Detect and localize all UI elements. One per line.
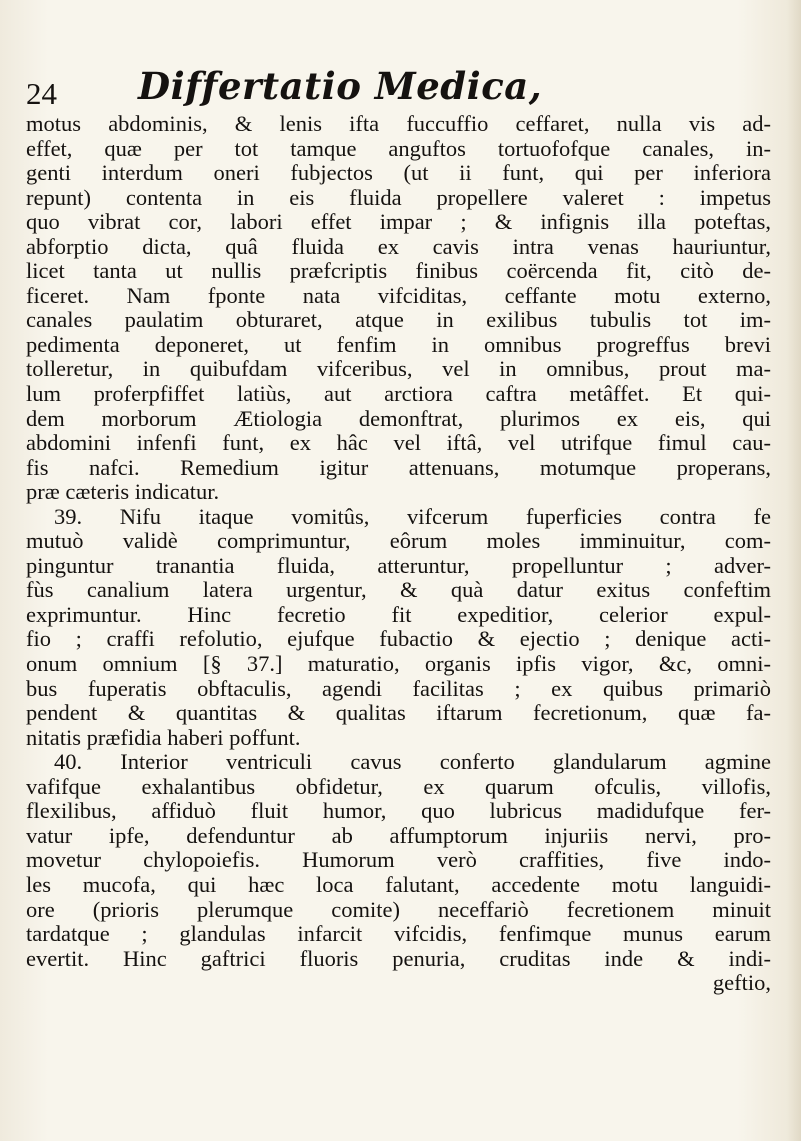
text-line: les mucofa, qui hæc loca falutant, accedente motu languidi- [26, 871, 771, 897]
text-line: licet tanta ut nullis præfcriptis finibus coërcenda fit, citò de- [26, 258, 771, 284]
text-line: genti interdum oneri fubjectos (ut ii funt, qui per inferiora [26, 160, 771, 186]
text-line: fùs canalium latera urgentur, & quà datur exitus confeftim [26, 577, 771, 603]
text-line: ficeret. Nam fponte nata vifciditas, ceffante motu externo, [26, 282, 771, 308]
text-line: pendent & quantitas & qualitas iftarum fecretionum, quæ fa- [26, 700, 771, 726]
text-line: præ cæteris indicatur. [26, 479, 220, 505]
text-line: canales paulatim obturaret, atque in exilibus tubulis tot im- [26, 307, 771, 333]
page-edge-shadow [787, 0, 801, 1141]
text-line: repunt) contenta in eis fluida propellere valeret : impetus [26, 184, 771, 210]
catchword: geftio, [712, 970, 771, 996]
text-line: pinguntur tranantia fluida, atteruntur, propelluntur ; adver- [26, 552, 771, 578]
text-line: bus fuperatis obftaculis, agendi facilitas ; ex quibus primariò [26, 675, 771, 701]
body-text [26, 112, 771, 996]
text-line: ore (prioris plerumque comite) neceffariò fecretionem minuit [26, 896, 771, 922]
text-line: dem morborum Ætiologia demonftrat, plurimos ex eis, qui [26, 405, 771, 431]
text-line: lum proferpfiffet latiùs, aut arctiora caftra metâffet. Et qui- [26, 381, 771, 407]
text-line: onum omnium [§ 37.] maturatio, organis ipfis vigor, &c, omni- [26, 651, 771, 677]
text-line: motus abdominis, & lenis ifta fuccuffio ceffaret, nulla vis ad- [26, 111, 771, 136]
page-header [26, 64, 766, 112]
text-line: movetur chylopoiefis. Humorum verò craffities, five indo- [26, 847, 771, 873]
text-line: effet, quæ per tot tamque anguftos tortuofofque canales, in- [26, 135, 771, 161]
paragraph-40-start: 40. Interior ventriculi cavus conferto glandularum agmine [54, 749, 771, 775]
text-line: flexilibus, affiduò fluit humor, quo lubricus madidufque fer- [26, 798, 771, 824]
text-line: fis nafci. Remedium igitur attenuans, motumque properans, [26, 454, 771, 480]
text-line: nitatis præfidia haberi poffunt. [26, 724, 301, 750]
text-line: vatur ipfe, defenduntur ab affumptorum injuriis nervi, pro- [26, 822, 771, 848]
text-line: exprimuntur. Hinc fecretio fit expeditior, celerior expul- [26, 601, 771, 627]
text-line: tardatque ; glandulas infarcit vifcidis, fenfimque munus earum [26, 921, 771, 947]
text-line: quo vibrat cor, labori effet impar ; & infignis illa poteftas, [26, 209, 771, 235]
text-line: evertit. Hinc gaftrici fluoris penuria, cruditas inde & indi- [26, 945, 771, 971]
text-line: mutuò validè comprimuntur, eôrum moles imminuitur, com- [26, 528, 771, 554]
text-line: fio ; craffi refolutio, ejufque fubactio & ejectio ; denique acti- [26, 626, 771, 652]
text-line: pedimenta deponeret, ut fenfim in omnibus progreffus brevi [26, 331, 771, 357]
running-title: Differtatio Medica, [138, 64, 543, 108]
text-line: abforptio dicta, quâ fluida ex cavis intra venas hauriuntur, [26, 233, 771, 259]
text-line: abdomini infenfi funt, ex hâc vel iftâ, vel utrifque fimul cau- [26, 430, 771, 456]
page-number: 24 [26, 76, 57, 111]
paragraph-39-start: 39. Nifu itaque vomitûs, vifcerum fuperficies contra fe [54, 503, 771, 529]
text-line: vafifque exhalantibus obfidetur, ex quarum ofculis, villofis, [26, 773, 771, 799]
text-line: tolleretur, in quibufdam vifceribus, vel in omnibus, prout ma- [26, 356, 771, 382]
